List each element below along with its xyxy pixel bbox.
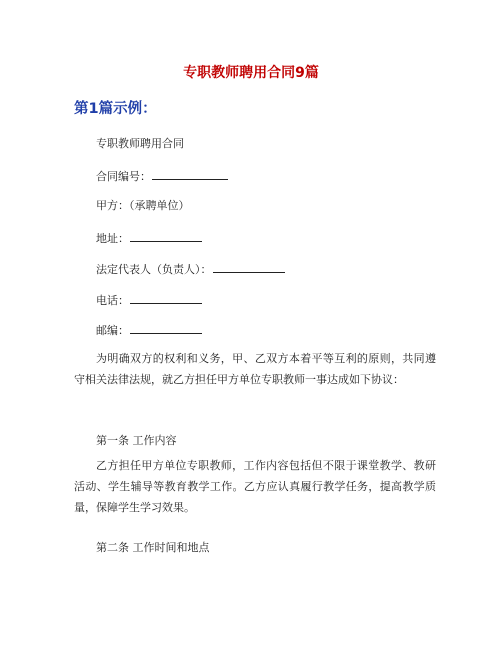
phone-blank	[130, 292, 202, 304]
postcode-field	[96, 322, 202, 338]
phone-field	[96, 292, 202, 308]
postcode-label: 邮编：	[96, 324, 129, 337]
party-a-field: 甲方：（承聘单位）	[96, 199, 190, 212]
legal-representative-label: 法定代表人（负责人）：	[96, 263, 212, 276]
address-field	[96, 230, 202, 246]
contract-name: 专职教师聘用合同	[96, 137, 184, 150]
postcode-blank	[130, 322, 202, 334]
contract-number-label: 合同编号：	[96, 170, 151, 183]
legal-representative-field	[96, 261, 285, 277]
section-heading: 第1篇示例：	[74, 101, 157, 117]
intro-paragraph: 为明确双方的权利和义务，甲、乙双方本着平等互利的原则，共同遵守相关法律法规，就乙方担任甲方单位专职教师一事达成如下协议：	[74, 352, 436, 386]
contract-number-field	[96, 168, 228, 184]
address-blank	[130, 230, 202, 242]
address-label: 地址：	[96, 232, 129, 245]
article-2-title: 第二条 工作时间和地点	[96, 541, 210, 554]
article-1-title: 第一条 工作内容	[96, 434, 177, 447]
phone-label: 电话：	[96, 294, 129, 307]
article-1-body: 乙方担任甲方单位专职教师，工作内容包括但不限于课堂教学、教研活动、学生辅导等教育教学工作。乙方应认真履行教学任务，提高教学质量，保障学生学习效果。	[74, 459, 436, 514]
contract-number-blank	[152, 168, 228, 180]
legal-representative-blank	[213, 261, 285, 273]
document-title: 专职教师聘用合同9篇	[183, 65, 319, 81]
